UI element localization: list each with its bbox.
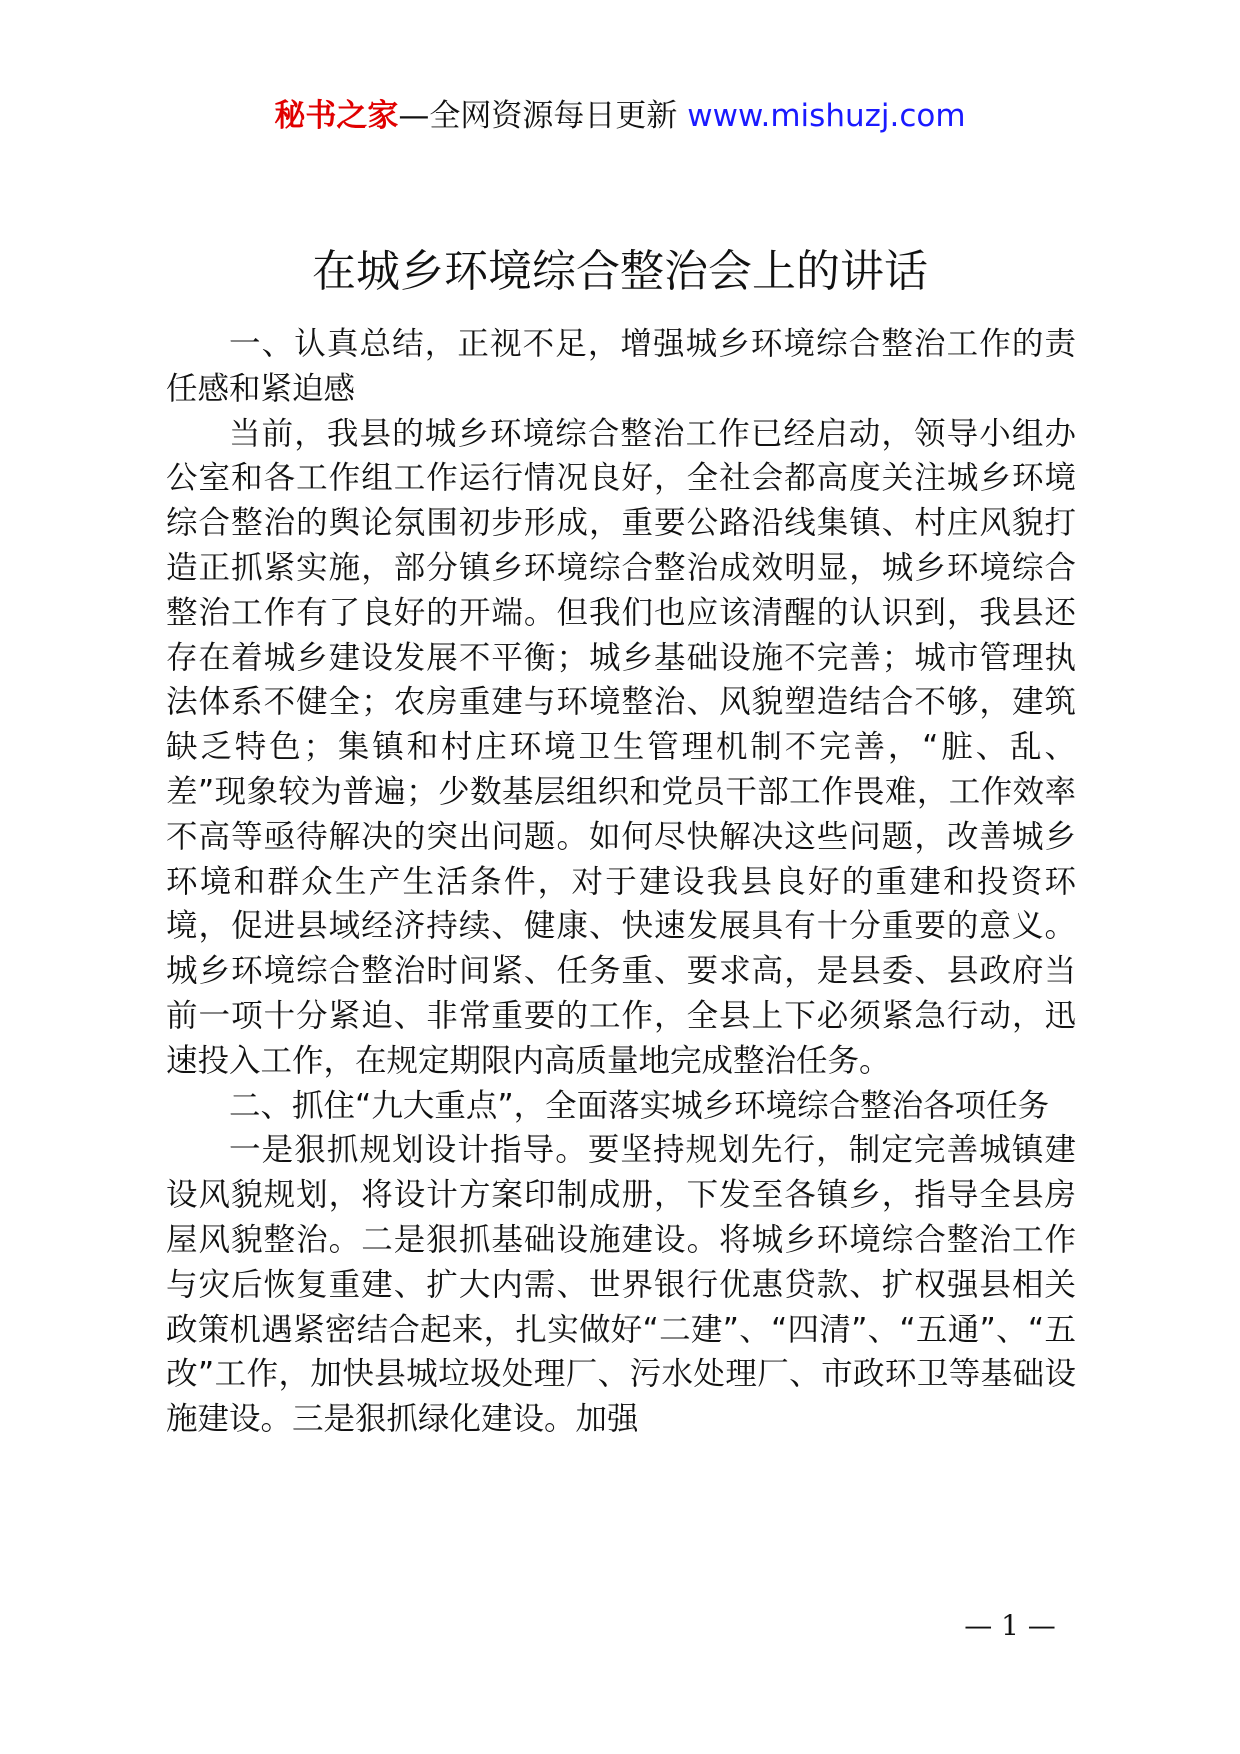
site-url-link[interactable]: www.mishuzj.com xyxy=(687,98,966,134)
document-title: 在城乡环境综合整治会上的讲话 xyxy=(312,246,928,297)
site-brand-name: 秘书之家 xyxy=(274,98,399,134)
site-banner xyxy=(0,96,1240,136)
document-body xyxy=(166,322,1076,1442)
body-paragraph-2: 一是狠抓规划设计指导。要坚持规划先行，制定完善城镇建设风貌规划，将设计方案印制成册，下发至各镇乡，指导全县房屋风貌整治。二是狠抓基础设施建设。将城乡环境综合整治工作与灾后恢复重建、扩大内需、世界银行优惠贷款、扩权强县相关政策机遇紧密结合起来，扎实做好“二建”、“四清”、“五通”、“五改”工作，加快县城垃圾处理厂、污水处理厂、市政环卫等基础设施建设。三是狠抓绿化建设。加强 xyxy=(166,1132,1076,1438)
body-paragraph-1: 当前，我县的城乡环境综合整治工作已经启动，领导小组办公室和各工作组工作运行情况良好，全社会都高度关注城乡环境综合整治的舆论氛围初步形成，重要公路沿线集镇、村庄风貌打造正抓紧实施，部分镇乡环境综合整治成效明显，城乡环境综合整治工作有了良好的开端。但我们也应该清醒的认识到，我县还存在着城乡建设发展不平衡；城乡基础设施不完善；城市管理执法体系不健全；农房重建与环境整治、风貌塑造结合不够，建筑缺乏特色；集镇和村庄环境卫生管理机制不完善，“脏、乱、差”现象较为普遍；少数基层组织和党员干部工作畏难，工作效率不高等亟待解决的突出问题。如何尽快解决这些问题，改善城乡环境和群众生产生活条件，对于建设我县良好的重建和投资环境，促进县域经济持续、健康、快速发展具有十分重要的意义。城乡环境综合整治时间紧、任务重、要求高，是县委、县政府当前一项十分紧迫、非常重要的工作，全县上下必须紧急行动，迅速投入工作，在规定期限内高质量地完成整治任务。 xyxy=(166,415,1076,1079)
section-heading-1: 一、认真总结，正视不足，增强城乡环境综合整治工作的责任感和紧迫感 xyxy=(166,326,1076,407)
page-number: — 1 — xyxy=(964,1609,1056,1642)
site-tagline: —全网资源每日更新 xyxy=(398,98,688,134)
section-heading-2: 二、抓住“九大重点”，全面落实城乡环境综合整治各项任务 xyxy=(229,1087,1050,1124)
